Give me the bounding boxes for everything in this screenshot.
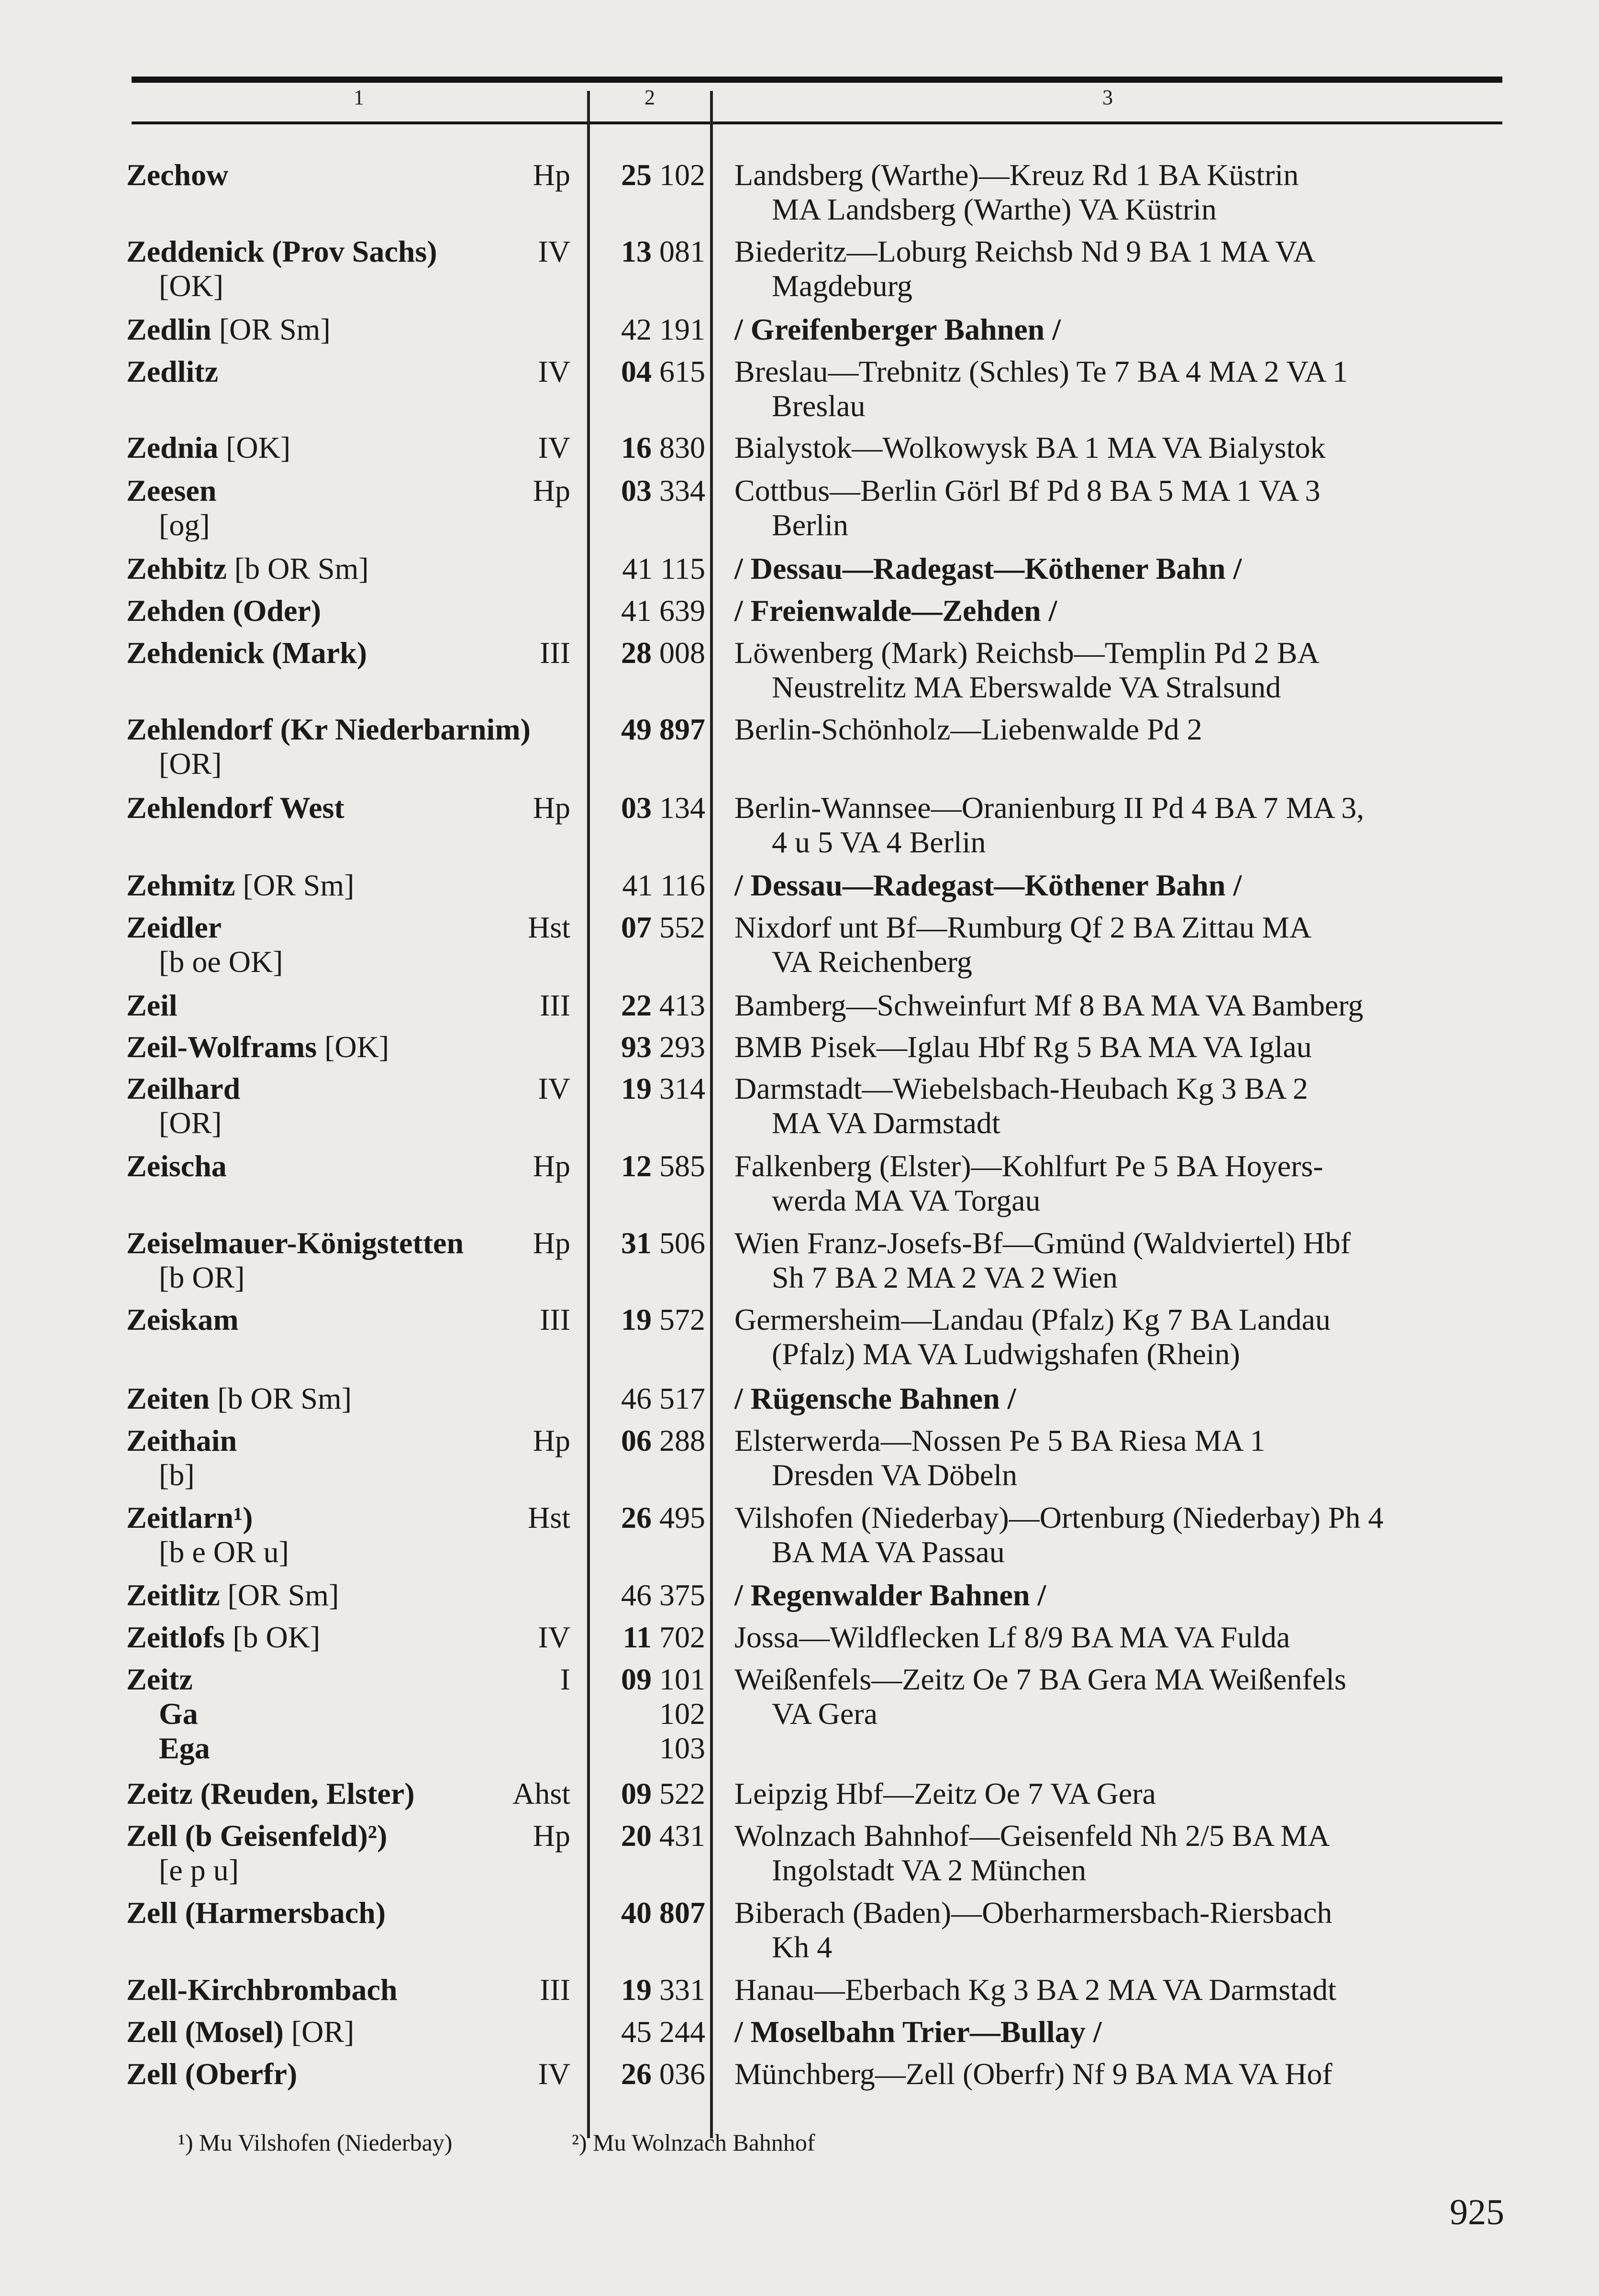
- station-name-cell: [126, 1226, 571, 1295]
- station-name-cell: [126, 1578, 571, 1612]
- station-code: 28 008: [621, 636, 705, 670]
- station-code: 03 134: [621, 791, 705, 825]
- route-description: / Moselbahn Trier—Bullay /: [734, 2015, 1102, 2049]
- station-note: [OK]: [159, 269, 224, 303]
- route-description: Weißenfels—Zeitz Oe 7 BA Gera MA Weißenfels VA Gera: [734, 1662, 1346, 1731]
- column-divider-1: [587, 91, 590, 2138]
- station-name-cell: [126, 1777, 571, 1811]
- station-note: [OR]: [159, 1106, 222, 1140]
- station-class: Hp: [533, 1424, 570, 1457]
- route-description: Biberach (Baden)—Oberharmersbach-Riersbach Kh 4: [734, 1896, 1332, 1964]
- route-description: / Regenwalder Bahnen /: [734, 1578, 1046, 1612]
- station-code: 22 413: [621, 988, 705, 1022]
- station-name: Zell (Mosel) [OR]: [126, 2015, 355, 2049]
- station-name-cell: [126, 474, 571, 542]
- station-code: 26 036: [621, 2057, 705, 2091]
- station-name: Zehlendorf (Kr Niederbarnim): [126, 712, 531, 746]
- station-name: Zeitlitz [OR Sm]: [126, 1578, 339, 1612]
- station-name: Zell (b Geisenfeld)²): [126, 1819, 388, 1853]
- station-code: 04 615: [621, 354, 705, 388]
- route-description: Darmstadt—Wiebelsbach-Heubach Kg 3 BA 2 MA VA Darmstadt: [734, 1071, 1308, 1140]
- station-code: 06 288: [621, 1424, 705, 1457]
- footnote-1: ¹) Mu Vilshofen (Niederbay): [178, 2129, 453, 2156]
- route-description: Wien Franz-Josefs-Bf—Gmünd (Waldviertel) Hbf Sh 7 BA 2 MA 2 VA 2 Wien: [734, 1226, 1351, 1294]
- station-name: Zehmitz [OR Sm]: [126, 868, 355, 902]
- station-code: 19 331: [621, 1973, 705, 2007]
- route-description: Löwenberg (Mark) Reichsb—Templin Pd 2 BA Neustrelitz MA Eberswalde VA Stralsund: [734, 636, 1320, 704]
- station-name: Zeischa: [126, 1149, 227, 1183]
- route-description: Berlin-Wannsee—Oranienburg II Pd 4 BA 7 MA 3, 4 u 5 VA 4 Berlin: [734, 791, 1365, 859]
- station-note: [b e OR u]: [159, 1535, 289, 1569]
- station-class: IV: [538, 234, 570, 268]
- station-name-cell: [126, 1620, 571, 1655]
- station-class: IV: [538, 1620, 570, 1654]
- station-code: 41 116: [622, 868, 705, 902]
- station-note: [OR Sm]: [243, 868, 355, 902]
- route-description: Falkenberg (Elster)—Kohlfurt Pe 5 BA Hoyers- werda MA VA Torgau: [734, 1149, 1323, 1217]
- header-rule-bottom: [132, 121, 1502, 124]
- station-note: [b oe OK]: [159, 945, 283, 979]
- station-note: [OR Sm]: [227, 1578, 339, 1612]
- station-note: [OR Sm]: [219, 312, 331, 346]
- route-description: Landsberg (Warthe)—Kreuz Rd 1 BA Küstrin MA Landsberg (Warthe) VA Küstrin: [734, 158, 1299, 226]
- station-name-cell: [126, 430, 571, 465]
- station-name-cell: [126, 636, 571, 670]
- station-class: III: [540, 1973, 570, 2007]
- station-code: 20 431: [621, 1819, 705, 1853]
- page-number: 925: [1450, 2192, 1504, 2232]
- station-note: [b]: [159, 1458, 195, 1492]
- station-name: Zednia [OK]: [126, 430, 291, 464]
- station-code: 26 495: [621, 1501, 705, 1534]
- station-name: Zechow: [126, 158, 229, 192]
- header-rule-top: [132, 77, 1502, 83]
- station-note: [e p u]: [159, 1853, 239, 1887]
- station-code: 03 334: [621, 474, 705, 508]
- station-name: Zell (Oberfr): [126, 2057, 298, 2091]
- column-number-1: 1: [354, 86, 364, 109]
- station-class: Hp: [533, 1819, 570, 1853]
- station-name: Zeitz (Reuden, Elster): [126, 1777, 415, 1810]
- route-description: Bialystok—Wolkowysk BA 1 MA VA Bialystok: [734, 430, 1326, 464]
- station-name-cell: [126, 1896, 571, 1930]
- column-number-3: 3: [1102, 86, 1113, 109]
- route-description: Leipzig Hbf—Zeitz Oe 7 VA Gera: [734, 1777, 1156, 1810]
- station-name-cell: [126, 1501, 571, 1569]
- station-class: III: [540, 1303, 570, 1336]
- column-divider-2: [710, 91, 713, 2138]
- station-note: [b OR]: [159, 1260, 245, 1294]
- station-class: Hp: [533, 474, 570, 508]
- station-name-cell: [126, 910, 571, 979]
- station-name-cell: [126, 988, 571, 1023]
- route-description: BMB Pisek—Iglau Hbf Rg 5 BA MA VA Iglau: [734, 1030, 1312, 1064]
- station-class: IV: [538, 1071, 570, 1105]
- station-name-cell: [126, 712, 571, 781]
- route-description: Germersheim—Landau (Pfalz) Kg 7 BA Landau (Pfalz) MA VA Ludwigshafen (Rhein): [734, 1303, 1331, 1371]
- station-code: 11 702: [622, 1620, 705, 1654]
- station-name: Zeiten [b OR Sm]: [126, 1381, 352, 1415]
- station-note: [OR]: [291, 2015, 355, 2049]
- station-code: 31 506: [621, 1226, 705, 1260]
- footnote-2: ²) Mu Wolnzach Bahnhof: [572, 2129, 815, 2156]
- route-description: Berlin-Schönholz—Liebenwalde Pd 2: [734, 712, 1202, 746]
- station-class: IV: [538, 2057, 570, 2091]
- station-name-cell: [126, 1030, 571, 1064]
- station-code: 16 830: [621, 430, 705, 464]
- route-description: Elsterwerda—Nossen Pe 5 BA Riesa MA 1 Dresden VA Döbeln: [734, 1424, 1266, 1492]
- station-name-cell: [126, 234, 571, 303]
- route-description: Cottbus—Berlin Görl Bf Pd 8 BA 5 MA 1 VA 3 Berlin: [734, 474, 1321, 542]
- station-name: Zedlitz: [126, 354, 218, 388]
- route-description: Bamberg—Schweinfurt Mf 8 BA MA VA Bamberg: [734, 988, 1364, 1022]
- station-class: Hp: [533, 158, 570, 192]
- route-description: Vilshofen (Niederbay)—Ortenburg (Niederbay) Ph 4 BA MA VA Passau: [734, 1501, 1384, 1569]
- route-description: / Greifenberger Bahnen /: [734, 312, 1061, 346]
- station-class: Hst: [528, 1501, 570, 1534]
- station-name: Zehbitz [b OR Sm]: [126, 552, 369, 585]
- station-sub-name: Ga: [159, 1697, 198, 1731]
- station-name: Zeithain: [126, 1424, 237, 1457]
- station-code: 40 807: [621, 1896, 705, 1930]
- station-code: 93 293: [621, 1030, 705, 1064]
- route-description: Nixdorf unt Bf—Rumburg Qf 2 BA Zittau MA VA Reichenberg: [734, 910, 1311, 979]
- station-name: Zell-Kirchbrombach: [126, 1973, 398, 2007]
- station-name-cell: [126, 158, 571, 192]
- station-name-cell: [126, 552, 571, 586]
- station-name-cell: [126, 1303, 571, 1337]
- station-code: 07 552: [621, 910, 705, 944]
- station-note: [OR]: [159, 747, 222, 781]
- station-name: Zehlendorf West: [126, 791, 344, 825]
- station-name-cell: [126, 1149, 571, 1183]
- station-class: IV: [538, 430, 570, 464]
- route-description: Münchberg—Zell (Oberfr) Nf 9 BA MA VA Hof: [734, 2057, 1332, 2091]
- station-name: Zeitz: [126, 1662, 193, 1696]
- station-name: Zedlin [OR Sm]: [126, 312, 331, 346]
- station-name: Zeesen: [126, 474, 217, 508]
- station-code: 103: [659, 1731, 705, 1765]
- station-note: [b OR Sm]: [217, 1381, 352, 1415]
- station-name-cell: [126, 791, 571, 825]
- route-description: / Rügensche Bahnen /: [734, 1381, 1016, 1415]
- station-code: 45 244: [621, 2015, 705, 2049]
- station-note: [og]: [159, 508, 210, 542]
- station-class: Ahst: [512, 1777, 570, 1810]
- station-name-cell: [126, 1697, 571, 1731]
- route-description: Wolnzach Bahnhof—Geisenfeld Nh 2/5 BA MA Ingolstadt VA 2 München: [734, 1819, 1330, 1887]
- station-note: [b OR Sm]: [234, 552, 369, 585]
- station-note: [OK]: [226, 430, 291, 464]
- station-name-cell: [126, 1662, 571, 1697]
- route-description: Breslau—Trebnitz (Schles) Te 7 BA 4 MA 2 VA 1 Breslau: [734, 354, 1348, 423]
- station-name-cell: [126, 354, 571, 389]
- station-name: Zeiskam: [126, 1303, 239, 1336]
- route-description: Jossa—Wildflecken Lf 8/9 BA MA VA Fulda: [734, 1620, 1290, 1654]
- route-description: Biederitz—Loburg Reichsb Nd 9 BA 1 MA VA Magdeburg: [734, 234, 1316, 303]
- station-name-cell: [126, 312, 571, 347]
- route-description: / Dessau—Radegast—Köthener Bahn /: [734, 552, 1242, 585]
- station-code: 49 897: [621, 712, 705, 746]
- station-name: Zeiselmauer-Königstetten: [126, 1226, 464, 1260]
- station-code: 19 314: [621, 1071, 705, 1105]
- station-name-cell: [126, 1071, 571, 1140]
- station-class: III: [540, 988, 570, 1022]
- station-class: Hst: [528, 910, 570, 944]
- station-name: Zeil-Wolframs [OK]: [126, 1030, 389, 1064]
- station-class: Hp: [533, 791, 570, 825]
- route-description: / Dessau—Radegast—Köthener Bahn /: [734, 868, 1242, 902]
- station-note: [b OK]: [233, 1620, 321, 1654]
- station-name: Zeitlarn¹): [126, 1501, 253, 1534]
- station-code: 12 585: [621, 1149, 705, 1183]
- station-code: 25 102: [621, 158, 705, 192]
- station-code: 09 522: [621, 1777, 705, 1810]
- station-code: 19 572: [621, 1303, 705, 1336]
- station-class: I: [560, 1662, 570, 1696]
- station-name-cell: [126, 1819, 571, 1888]
- station-note: [OK]: [324, 1030, 389, 1064]
- route-description: / Freienwalde—Zehden /: [734, 594, 1057, 628]
- route-description: Hanau—Eberbach Kg 3 BA 2 MA VA Darmstadt: [734, 1973, 1336, 2007]
- station-name: Zeddenick (Prov Sachs): [126, 234, 437, 268]
- station-name-cell: [126, 2057, 571, 2091]
- station-code: 41 115: [622, 552, 705, 585]
- station-name-cell: [126, 1424, 571, 1492]
- station-name-cell: [126, 1731, 571, 1766]
- station-code: 46 517: [621, 1381, 705, 1415]
- station-name: Zeil: [126, 988, 178, 1022]
- station-class: Hp: [533, 1226, 570, 1260]
- station-name-cell: [126, 594, 571, 628]
- station-code: 42 191: [621, 312, 705, 346]
- station-class: III: [540, 636, 570, 670]
- station-name: Zeidler: [126, 910, 222, 944]
- station-code: 102: [659, 1697, 705, 1731]
- station-code: 13 081: [621, 234, 705, 268]
- station-name-cell: [126, 1381, 571, 1416]
- station-class: Hp: [533, 1149, 570, 1183]
- station-name: Zeilhard: [126, 1071, 241, 1105]
- station-code: 09 101: [621, 1662, 705, 1696]
- column-number-2: 2: [644, 86, 655, 109]
- station-code: 41 639: [621, 594, 705, 628]
- station-name-cell: [126, 2015, 571, 2049]
- station-name: Zehden (Oder): [126, 594, 322, 628]
- station-name: Zehdenick (Mark): [126, 636, 367, 670]
- station-sub-name: Ega: [159, 1731, 210, 1765]
- station-name-cell: [126, 868, 571, 903]
- station-code: 46 375: [621, 1578, 705, 1612]
- station-class: IV: [538, 354, 570, 388]
- station-name: Zeitlofs [b OK]: [126, 1620, 321, 1654]
- station-name: Zell (Harmersbach): [126, 1896, 386, 1930]
- station-name-cell: [126, 1973, 571, 2007]
